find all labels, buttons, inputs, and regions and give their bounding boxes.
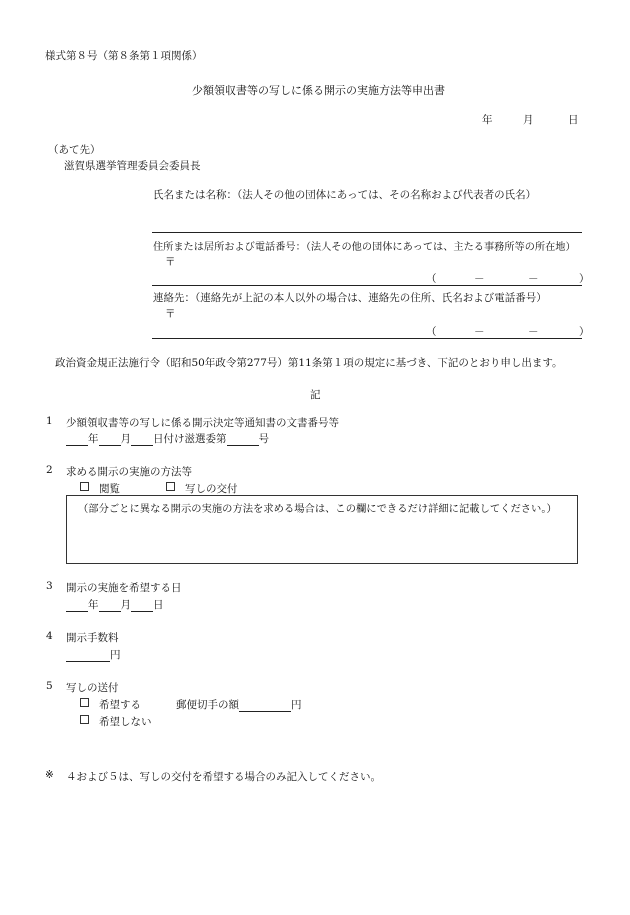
item2-option-copy-label: 写しの交付: [185, 483, 238, 495]
item2-number: 2: [46, 464, 53, 476]
contact-postal-mark: 〒: [165, 308, 176, 320]
contact-phone-dash-2: －: [528, 326, 539, 338]
item5-option-no-label: 希望しない: [99, 716, 152, 728]
item1-date-suffix: 日付け滋選委第: [153, 433, 227, 445]
item1-year-label: 年: [88, 433, 99, 445]
phone-dash-1: －: [474, 273, 485, 285]
ki-heading: 記: [310, 389, 321, 401]
contact-phone-dash-1: －: [474, 326, 485, 338]
item5-stamp-amount-field[interactable]: [239, 699, 291, 712]
item3-number: 3: [46, 580, 53, 592]
checkbox-copy[interactable]: [166, 482, 175, 491]
item4-fee-line: [66, 647, 121, 662]
contact-phone-open-paren: （: [426, 326, 437, 338]
item5-option-yes[interactable]: [80, 697, 141, 712]
item4-title: 開示手数料: [66, 632, 119, 644]
item1-day-field[interactable]: [131, 433, 153, 446]
date-month-label: 月: [523, 114, 534, 126]
item3-year-label: 年: [88, 599, 99, 611]
item1-go-label: 号: [258, 433, 269, 445]
item2-option-viewing-label: 閲覧: [99, 483, 120, 495]
item2-title: 求める開示の実施の方法等: [66, 466, 192, 478]
phone-close-paren: ）: [579, 273, 590, 285]
applicant-name-label: 氏名または名称：（法人その他の団体にあっては、その名称および代表者の氏名）: [153, 189, 537, 201]
phone-open-paren: （: [426, 273, 437, 285]
item3-title: 開示の実施を希望する日: [66, 582, 182, 594]
page-title: 少額領収書等の写しに係る開示の実施方法等申出書: [192, 84, 445, 97]
applicant-address-label: 住所または居所および電話番号：（法人その他の団体にあっては、主たる事務所等の所在地）: [153, 242, 576, 253]
contact-field[interactable]: [152, 338, 582, 339]
item1-month-label: 月: [120, 433, 131, 445]
item3-year-field[interactable]: [66, 599, 88, 612]
form-number: 様式第８号（第８条第１項関係）: [45, 50, 203, 62]
item1-doc-number-line: [66, 431, 269, 446]
item1-year-field[interactable]: [66, 433, 88, 446]
item5-stamp-label: 郵便切手の額: [176, 699, 239, 711]
item1-number: 1: [46, 415, 53, 427]
item4-fee-field[interactable]: [66, 649, 110, 662]
item3-month-field[interactable]: [99, 599, 121, 612]
item5-option-yes-label: 希望する: [99, 699, 141, 711]
footnote-text: ４および５は、写しの交付を希望する場合のみ記入してください。: [66, 771, 381, 783]
intro-text: 政治資金規正法施行令（昭和50年政令第277号）第11条第１項の規定に基づき、下記のとおり申し出ます。: [55, 357, 563, 369]
date-day-label: 日: [568, 114, 579, 126]
item5-option-no[interactable]: [80, 714, 152, 729]
addressee-name: 滋賀県選挙管理委員会委員長: [64, 160, 201, 172]
item1-month-field[interactable]: [99, 433, 121, 446]
applicant-name-field[interactable]: [152, 232, 582, 233]
addressee-label: （あて先）: [48, 144, 101, 156]
item5-yen-label: 円: [291, 699, 302, 711]
date-year-label: 年: [482, 114, 493, 126]
item3-date-line: [66, 597, 164, 612]
checkbox-send-yes[interactable]: [80, 698, 89, 707]
item2-option-viewing[interactable]: [80, 481, 120, 496]
contact-phone-close-paren: ）: [579, 326, 590, 338]
item2-option-copy[interactable]: [166, 481, 238, 496]
applicant-address-field[interactable]: [152, 285, 582, 286]
footnote-mark: ※: [45, 769, 54, 781]
item5-title: 写しの送付: [66, 682, 119, 694]
item4-number: 4: [46, 630, 53, 642]
item1-doc-number-field[interactable]: [227, 433, 259, 446]
postal-mark: 〒: [165, 256, 176, 268]
item4-yen-label: 円: [110, 649, 121, 661]
item5-number: 5: [46, 680, 53, 692]
contact-label: 連絡先：（連絡先が上記の本人以外の場合は、連絡先の住所、氏名および電話番号）: [153, 292, 547, 304]
checkbox-viewing[interactable]: [80, 482, 89, 491]
phone-dash-2: －: [528, 273, 539, 285]
item3-day-label: 日: [153, 599, 164, 611]
item3-month-label: 月: [120, 599, 131, 611]
item5-stamp-line: [176, 697, 302, 712]
item3-day-field[interactable]: [131, 599, 153, 612]
item2-box-note: （部分ごとに異なる開示の実施の方法を求める場合は、この欄にできるだけ詳細に記載してください。）: [78, 503, 557, 515]
item1-title: 少額領収書等の写しに係る開示決定等通知書の文書番号等: [66, 417, 339, 429]
checkbox-send-no[interactable]: [80, 715, 89, 724]
